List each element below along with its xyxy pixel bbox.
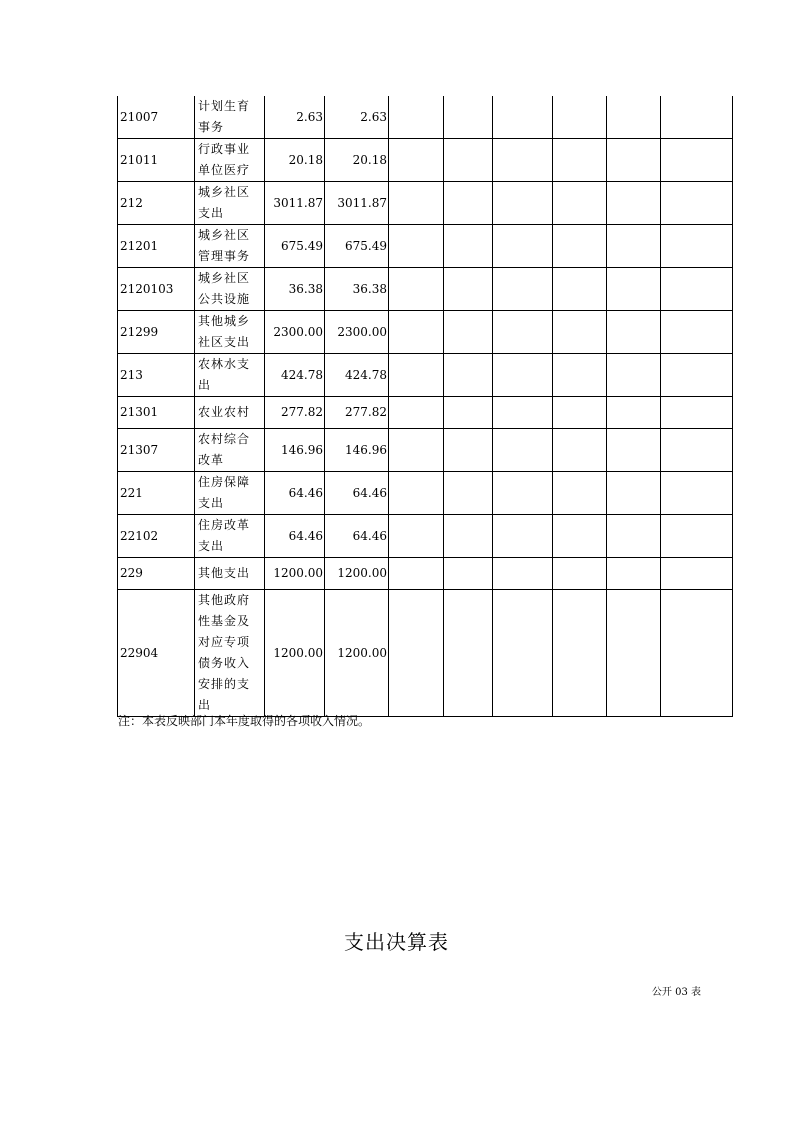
row-code: 21307 — [118, 429, 195, 472]
empty-cell — [553, 139, 607, 182]
empty-cell — [553, 472, 607, 515]
empty-cell — [493, 515, 553, 558]
empty-cell — [389, 590, 444, 717]
row-name: 城乡社区管理事务 — [195, 225, 265, 268]
empty-cell — [607, 139, 661, 182]
empty-cell — [444, 225, 493, 268]
row-code: 213 — [118, 354, 195, 397]
table-row — [118, 558, 733, 590]
form-number: 公开 03 表 — [651, 987, 701, 998]
row-name: 其他城乡社区支出 — [195, 311, 265, 354]
empty-cell — [493, 96, 553, 139]
row-name: 其他政府性基金及对应专项债务收入安排的支出 — [195, 590, 265, 717]
empty-cell — [607, 558, 661, 590]
empty-cell — [444, 397, 493, 429]
table-row — [118, 139, 733, 182]
empty-cell — [661, 472, 733, 515]
empty-cell — [553, 268, 607, 311]
empty-cell — [661, 397, 733, 429]
table-row — [118, 472, 733, 515]
row-name: 住房改革支出 — [195, 515, 265, 558]
empty-cell — [661, 590, 733, 717]
empty-cell — [661, 96, 733, 139]
row-name: 农业农村 — [195, 397, 265, 429]
empty-cell — [444, 429, 493, 472]
table-row — [118, 182, 733, 225]
empty-cell — [661, 268, 733, 311]
table-body — [118, 96, 733, 717]
row-code: 22102 — [118, 515, 195, 558]
empty-cell — [493, 311, 553, 354]
row-value-2: 64.46 — [325, 515, 389, 558]
row-name: 其他支出 — [195, 558, 265, 590]
empty-cell — [389, 515, 444, 558]
empty-cell — [389, 96, 444, 139]
empty-cell — [389, 429, 444, 472]
row-code: 221 — [118, 472, 195, 515]
empty-cell — [444, 311, 493, 354]
empty-cell — [389, 397, 444, 429]
row-value-2: 20.18 — [325, 139, 389, 182]
empty-cell — [553, 182, 607, 225]
empty-cell — [661, 182, 733, 225]
row-value-1: 277.82 — [265, 397, 325, 429]
table-row — [118, 515, 733, 558]
row-value-1: 2300.00 — [265, 311, 325, 354]
empty-cell — [661, 311, 733, 354]
table-row — [118, 268, 733, 311]
row-value-1: 64.46 — [265, 472, 325, 515]
empty-cell — [553, 225, 607, 268]
empty-cell — [553, 397, 607, 429]
row-name: 城乡社区支出 — [195, 182, 265, 225]
empty-cell — [444, 268, 493, 311]
empty-cell — [607, 515, 661, 558]
empty-cell — [444, 139, 493, 182]
row-name: 农村综合改革 — [195, 429, 265, 472]
row-code: 21011 — [118, 139, 195, 182]
row-value-1: 424.78 — [265, 354, 325, 397]
row-value-1: 3011.87 — [265, 182, 325, 225]
table-row — [118, 590, 733, 717]
empty-cell — [493, 225, 553, 268]
empty-cell — [553, 96, 607, 139]
empty-cell — [607, 311, 661, 354]
row-value-2: 64.46 — [325, 472, 389, 515]
empty-cell — [661, 225, 733, 268]
row-value-1: 36.38 — [265, 268, 325, 311]
empty-cell — [607, 225, 661, 268]
row-value-2: 1200.00 — [325, 590, 389, 717]
empty-cell — [553, 311, 607, 354]
row-name: 计划生育事务 — [195, 96, 265, 139]
row-name: 农林水支出 — [195, 354, 265, 397]
row-value-1: 1200.00 — [265, 590, 325, 717]
empty-cell — [493, 397, 553, 429]
empty-cell — [493, 268, 553, 311]
empty-cell — [661, 139, 733, 182]
empty-cell — [661, 429, 733, 472]
empty-cell — [444, 590, 493, 717]
table-note: 注：本表反映部门本年度取得的各项收入情况。 — [118, 714, 371, 728]
empty-cell — [444, 515, 493, 558]
row-value-1: 1200.00 — [265, 558, 325, 590]
row-value-2: 424.78 — [325, 354, 389, 397]
empty-cell — [661, 558, 733, 590]
row-code: 21201 — [118, 225, 195, 268]
empty-cell — [493, 590, 553, 717]
empty-cell — [389, 268, 444, 311]
table-row — [118, 354, 733, 397]
empty-cell — [553, 590, 607, 717]
row-name: 住房保障支出 — [195, 472, 265, 515]
empty-cell — [553, 558, 607, 590]
row-value-2: 2.63 — [325, 96, 389, 139]
empty-cell — [553, 354, 607, 397]
table-row — [118, 397, 733, 429]
row-value-2: 277.82 — [325, 397, 389, 429]
empty-cell — [389, 139, 444, 182]
empty-cell — [661, 515, 733, 558]
row-code: 2120103 — [118, 268, 195, 311]
table-row — [118, 225, 733, 268]
empty-cell — [444, 558, 493, 590]
row-code: 21301 — [118, 397, 195, 429]
income-table — [117, 96, 733, 717]
empty-cell — [493, 139, 553, 182]
row-value-2: 36.38 — [325, 268, 389, 311]
row-value-1: 64.46 — [265, 515, 325, 558]
row-value-1: 675.49 — [265, 225, 325, 268]
empty-cell — [444, 96, 493, 139]
row-value-1: 146.96 — [265, 429, 325, 472]
row-code: 21299 — [118, 311, 195, 354]
empty-cell — [389, 182, 444, 225]
empty-cell — [607, 354, 661, 397]
row-value-1: 2.63 — [265, 96, 325, 139]
empty-cell — [607, 472, 661, 515]
empty-cell — [607, 182, 661, 225]
empty-cell — [389, 225, 444, 268]
row-code: 21007 — [118, 96, 195, 139]
empty-cell — [607, 429, 661, 472]
empty-cell — [553, 515, 607, 558]
empty-cell — [389, 558, 444, 590]
row-value-2: 3011.87 — [325, 182, 389, 225]
empty-cell — [493, 558, 553, 590]
table-row — [118, 311, 733, 354]
empty-cell — [607, 268, 661, 311]
row-value-2: 1200.00 — [325, 558, 389, 590]
row-code: 212 — [118, 182, 195, 225]
empty-cell — [553, 429, 607, 472]
page-title: 支出决算表 — [344, 930, 449, 954]
empty-cell — [607, 397, 661, 429]
empty-cell — [444, 354, 493, 397]
row-name: 城乡社区公共设施 — [195, 268, 265, 311]
empty-cell — [607, 590, 661, 717]
empty-cell — [493, 472, 553, 515]
row-code: 22904 — [118, 590, 195, 717]
empty-cell — [444, 472, 493, 515]
row-name: 行政事业单位医疗 — [195, 139, 265, 182]
empty-cell — [493, 429, 553, 472]
row-value-2: 146.96 — [325, 429, 389, 472]
empty-cell — [607, 96, 661, 139]
empty-cell — [389, 311, 444, 354]
row-value-1: 20.18 — [265, 139, 325, 182]
row-value-2: 2300.00 — [325, 311, 389, 354]
empty-cell — [444, 182, 493, 225]
row-code: 229 — [118, 558, 195, 590]
empty-cell — [389, 472, 444, 515]
table-row — [118, 96, 733, 139]
empty-cell — [493, 354, 553, 397]
row-value-2: 675.49 — [325, 225, 389, 268]
empty-cell — [493, 182, 553, 225]
empty-cell — [389, 354, 444, 397]
table-row — [118, 429, 733, 472]
empty-cell — [661, 354, 733, 397]
